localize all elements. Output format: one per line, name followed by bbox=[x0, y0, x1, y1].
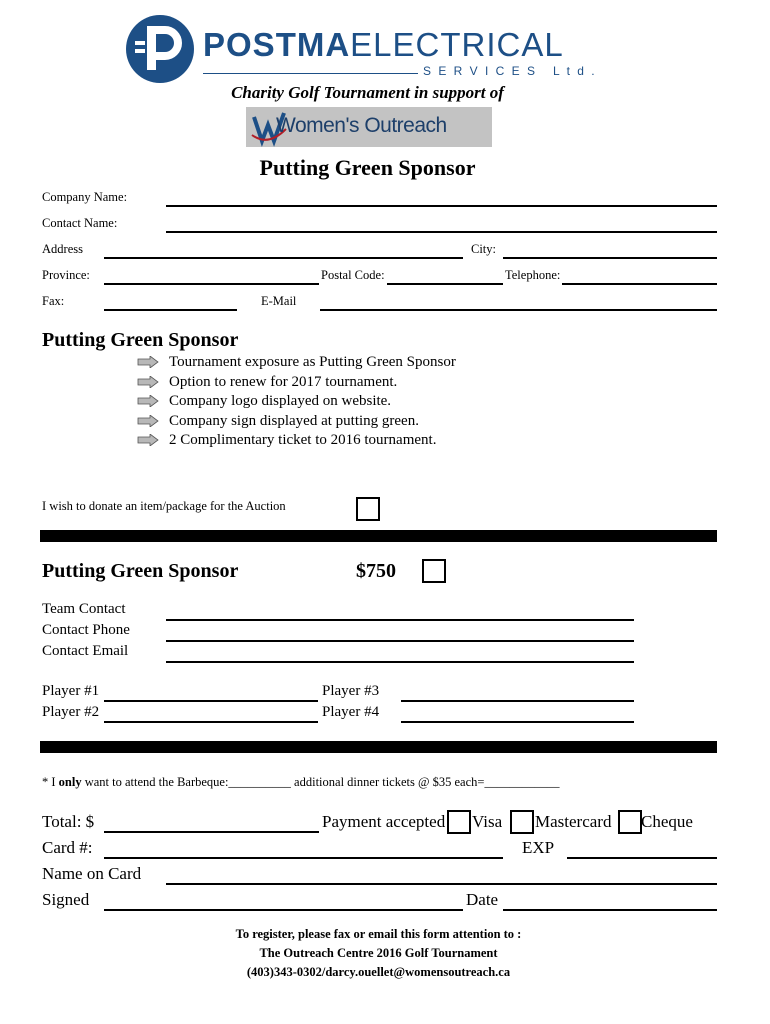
telephone-field[interactable] bbox=[562, 283, 717, 285]
total-field[interactable] bbox=[104, 831, 319, 833]
card-number-field[interactable] bbox=[104, 857, 503, 859]
sponsor-heading: Putting Green Sponsor bbox=[42, 560, 239, 582]
benefit-text: Option to renew for 2017 tournament. bbox=[169, 373, 398, 390]
arrow-right-icon bbox=[137, 395, 159, 407]
postma-plug-icon bbox=[125, 14, 195, 84]
player3-field[interactable] bbox=[401, 700, 634, 702]
team-contact-field[interactable] bbox=[166, 619, 634, 621]
name-on-card-field[interactable] bbox=[166, 883, 717, 885]
arrow-right-icon bbox=[137, 376, 159, 388]
list-item bbox=[137, 391, 391, 411]
card-number-label: Card #: bbox=[42, 838, 93, 857]
brand-services: S E R V I C E S L t d . bbox=[423, 64, 597, 78]
benefit-text: Tournament exposure as Putting Green Sponsor bbox=[169, 353, 456, 370]
player2-label: Player #2 bbox=[42, 704, 100, 720]
email-label: E-Mail bbox=[261, 294, 297, 308]
total-label: Total: $ bbox=[42, 812, 95, 831]
contact-phone-label: Contact Phone bbox=[42, 622, 130, 638]
footer-line-2: The Outreach Centre 2016 Golf Tournament bbox=[259, 946, 498, 960]
province-field[interactable] bbox=[104, 283, 319, 285]
sponsor-price: $750 bbox=[356, 560, 396, 582]
footer bbox=[0, 925, 757, 982]
brand-postma: POSTMA bbox=[203, 26, 351, 63]
sponsor-checkbox[interactable] bbox=[422, 559, 446, 583]
signed-label: Signed bbox=[42, 890, 90, 909]
postal-code-field[interactable] bbox=[387, 283, 503, 285]
contact-name-label: Contact Name: bbox=[42, 216, 118, 230]
company-name-label: Company Name: bbox=[42, 190, 128, 204]
benefit-text: Company sign displayed at putting green. bbox=[169, 412, 419, 429]
city-field[interactable] bbox=[503, 257, 717, 259]
team-contact-label: Team Contact bbox=[42, 601, 126, 617]
cheque-label: Cheque bbox=[641, 812, 693, 831]
address-label: Address bbox=[42, 242, 83, 256]
bbq-rest: want to attend the Barbeque:__________ additional dinner tickets @ $35 each=____________ bbox=[81, 775, 560, 789]
page-title: Putting Green Sponsor bbox=[259, 155, 476, 180]
footer-line-1: To register, please fax or email this form attention to : bbox=[235, 927, 522, 941]
cheque-checkbox[interactable] bbox=[618, 810, 642, 834]
contact-phone-field[interactable] bbox=[166, 640, 634, 642]
date-label: Date bbox=[466, 890, 499, 909]
province-label: Province: bbox=[42, 268, 90, 282]
list-item bbox=[137, 430, 436, 450]
mastercard-label: Mastercard bbox=[535, 812, 612, 831]
brand-electrical: ELECTRICAL bbox=[350, 26, 564, 63]
partner-logo-text: Women's Outreach bbox=[276, 114, 447, 137]
contact-email-label: Contact Email bbox=[42, 643, 129, 659]
email-field[interactable] bbox=[320, 309, 717, 311]
date-field[interactable] bbox=[503, 909, 717, 911]
benefits-heading: Putting Green Sponsor bbox=[42, 329, 239, 351]
fax-label: Fax: bbox=[42, 294, 65, 308]
mastercard-checkbox[interactable] bbox=[510, 810, 534, 834]
bbq-line bbox=[42, 775, 559, 790]
bbq-prefix: * I bbox=[42, 775, 59, 789]
contact-name-field[interactable] bbox=[166, 231, 717, 233]
exp-label: EXP bbox=[522, 838, 555, 857]
list-item bbox=[137, 411, 419, 431]
section-divider bbox=[40, 741, 717, 753]
arrow-right-icon bbox=[137, 415, 159, 427]
fax-field[interactable] bbox=[104, 309, 237, 311]
auction-label: I wish to donate an item/package for the Auction bbox=[42, 499, 286, 513]
arrow-right-icon bbox=[137, 356, 159, 368]
player2-field[interactable] bbox=[104, 721, 318, 723]
player4-field[interactable] bbox=[401, 721, 634, 723]
player4-label: Player #4 bbox=[322, 704, 380, 720]
postal-code-label: Postal Code: bbox=[321, 268, 385, 282]
intro-text: Charity Golf Tournament in support of bbox=[231, 83, 504, 102]
section-divider bbox=[40, 530, 717, 542]
auction-checkbox[interactable] bbox=[356, 497, 380, 521]
telephone-label: Telephone: bbox=[505, 268, 561, 282]
visa-checkbox[interactable] bbox=[447, 810, 471, 834]
signature-field[interactable] bbox=[104, 909, 463, 911]
exp-field[interactable] bbox=[567, 857, 717, 859]
arrow-right-icon bbox=[137, 434, 159, 446]
player1-label: Player #1 bbox=[42, 683, 100, 699]
payment-accepted-label: Payment accepted bbox=[322, 812, 446, 831]
player1-field[interactable] bbox=[104, 700, 318, 702]
bbq-only: only bbox=[58, 775, 82, 789]
address-field[interactable] bbox=[104, 257, 463, 259]
company-name-field[interactable] bbox=[166, 205, 717, 207]
city-label: City: bbox=[471, 242, 497, 256]
footer-line-3: (403)343-0302/darcy.ouellet@womensoutreach.ca bbox=[246, 965, 511, 979]
womens-outreach-logo bbox=[246, 107, 492, 147]
visa-label: Visa bbox=[472, 812, 503, 831]
list-item bbox=[137, 352, 456, 372]
player3-label: Player #3 bbox=[322, 683, 380, 699]
name-on-card-label: Name on Card bbox=[42, 864, 142, 883]
contact-email-field[interactable] bbox=[166, 661, 634, 663]
postma-logo bbox=[125, 14, 620, 84]
list-item bbox=[137, 372, 397, 392]
benefit-text: Company logo displayed on website. bbox=[169, 392, 392, 409]
benefit-text: 2 Complimentary ticket to 2016 tournament. bbox=[169, 431, 437, 448]
